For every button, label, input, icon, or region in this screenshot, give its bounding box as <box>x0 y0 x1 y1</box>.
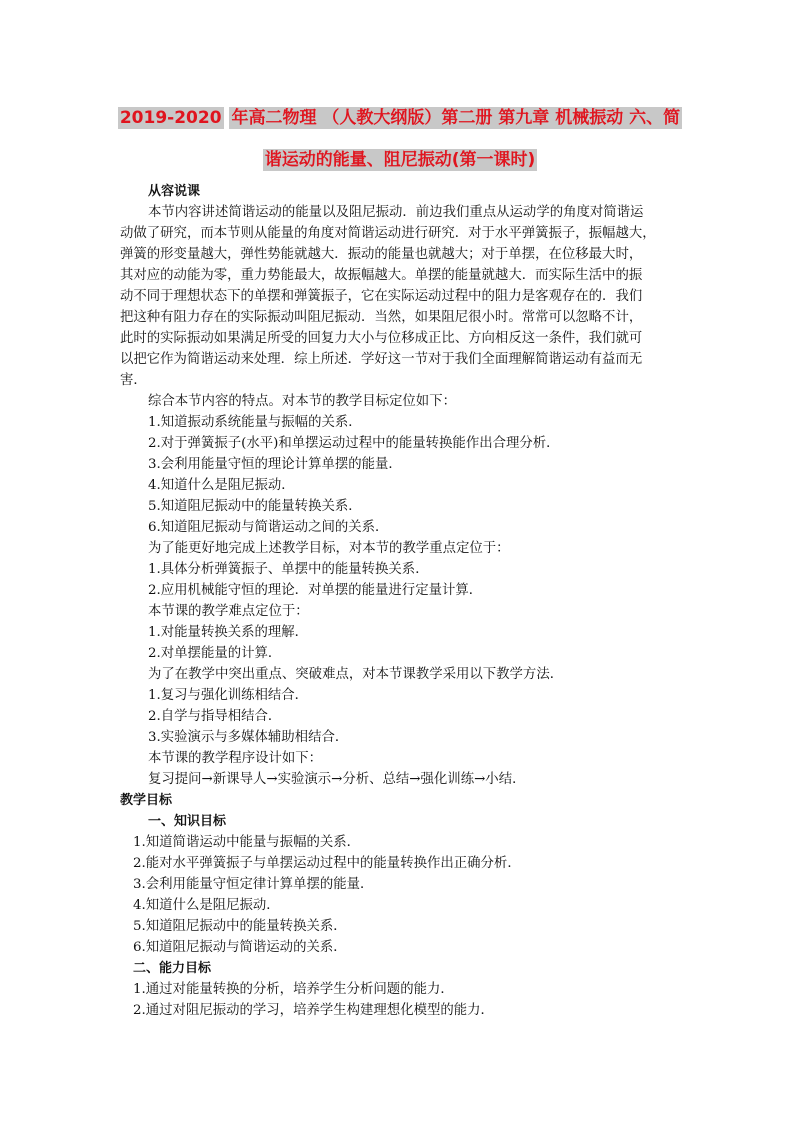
list-item: 1.具体分析弹簧振子、单摆中的能量转换关系． <box>148 562 429 577</box>
goals-intro: 综合本节内容的特点。对本节的教学目标定位如下： <box>148 394 456 409</box>
procedure-intro: 本节课的教学程序设计如下： <box>148 751 323 766</box>
paragraph-line: 本节内容讲述简谐运动的能量以及阻尼振动．前边我们重点从运动学的角度对简谐运 <box>148 205 644 220</box>
paragraph-line: 以把它作为简谐运动来处理．综上所述．学好这一节对于我们全面理解简谐运动有益而无 <box>120 352 643 367</box>
subsection-heading: 二、能力目标 <box>133 961 212 976</box>
list-item: 1.对能量转换关系的理解． <box>148 625 309 640</box>
list-item: 2.通过对阻尼振动的学习，培养学生构建理想化模型的能力． <box>133 1003 494 1018</box>
key-intro: 为了能更好地完成上述教学目标，对本节的教学重点定位于： <box>148 541 510 556</box>
list-item: 2.对单摆能量的计算． <box>148 646 282 661</box>
list-item: 6.知道阻尼振动与简谐运动之间的关系． <box>148 520 389 535</box>
document-body <box>0 181 800 1021</box>
list-item: 4.知道什么是阻尼振动． <box>148 478 295 493</box>
list-item: 3.会利用能量守恒的理论计算单摆的能量． <box>148 457 402 472</box>
section-heading: 教学目标 <box>120 793 173 808</box>
paragraph-line: 此时的实际振动如果满足所受的回复力大小与位移成正比、方向相反这一条件，我们就可 <box>120 331 643 346</box>
paragraph-line: 动做了研究，而本节则从能量的角度对简谐运动进行研究．对于水平弹簧振子，振幅越大， <box>120 226 656 241</box>
paragraph-line: 把这种有阻力存在的实际振动叫阻尼振动．当然，如果阻尼很小时。常常可以忽略不计， <box>120 310 643 325</box>
list-item: 5.知道阻尼振动中的能量转换关系． <box>148 499 362 514</box>
list-item: 5.知道阻尼振动中的能量转换关系． <box>133 919 347 934</box>
methods-intro: 为了在教学中突出重点、突破难点，对本节课教学采用以下教学方法． <box>148 667 564 682</box>
list-item: 1.知道简谐运动中能量与振幅的关系． <box>133 835 361 850</box>
list-item: 6.知道阻尼振动与简谐运动的关系． <box>133 940 347 955</box>
list-item: 2.对于弹簧振子(水平)和单摆运动过程中的能量转换能作出合理分析． <box>148 436 560 451</box>
difficult-intro: 本节课的教学难点定位于： <box>148 604 309 619</box>
section-heading: 从容说课 <box>148 184 201 199</box>
list-item: 2.自学与指导相结合． <box>148 709 282 724</box>
paragraph-line: 其对应的动能为零，重力势能最大，故振幅越大。单摆的能量就越大．而实际生活中的振 <box>120 268 643 283</box>
list-item: 1.知道振动系统能量与振幅的关系． <box>148 415 362 430</box>
list-item: 3.实验演示与多媒体辅助相结合． <box>148 730 349 745</box>
paragraph-line: 动不同于理想状态下的单摆和弹簧振子，它在实际运动过程中的阻力是客观存在的．我们 <box>120 289 643 304</box>
list-item: 3.会利用能量守恒定律计算单摆的能量． <box>133 877 374 892</box>
list-item: 1.通过对能量转换的分析，培养学生分析问题的能力． <box>133 982 454 997</box>
paragraph-line: 弹簧的形变量越大，弹性势能就越大．振动的能量也就越大；对于单摆，在位移最大时， <box>120 247 643 262</box>
list-item: 2.应用机械能守恒的理论．对单摆的能量进行定量计算． <box>148 583 483 598</box>
list-item: 2.能对水平弹簧振子与单摆运动过程中的能量转换作出正确分析． <box>133 856 521 871</box>
title-text-2: 谐运动的能量、阻尼振动(第一课时) <box>264 150 536 170</box>
document-title-line-2 <box>0 149 800 171</box>
list-item: 4.知道什么是阻尼振动． <box>133 898 280 913</box>
title-year: 2019-2020 <box>119 108 222 128</box>
procedure-flow: 复习提问→新课导人→实验演示→分析、总结→强化训练→小结． <box>148 772 526 787</box>
subsection-heading: 一、知识目标 <box>148 814 227 829</box>
document-title-line-1 <box>0 107 800 129</box>
list-item: 1.复习与强化训练相结合． <box>148 688 309 703</box>
paragraph-line: 害． <box>120 373 147 388</box>
title-text: 年高二物理 （人教大纲版）第二册 第九章 机械振动 六、简 <box>231 108 681 128</box>
